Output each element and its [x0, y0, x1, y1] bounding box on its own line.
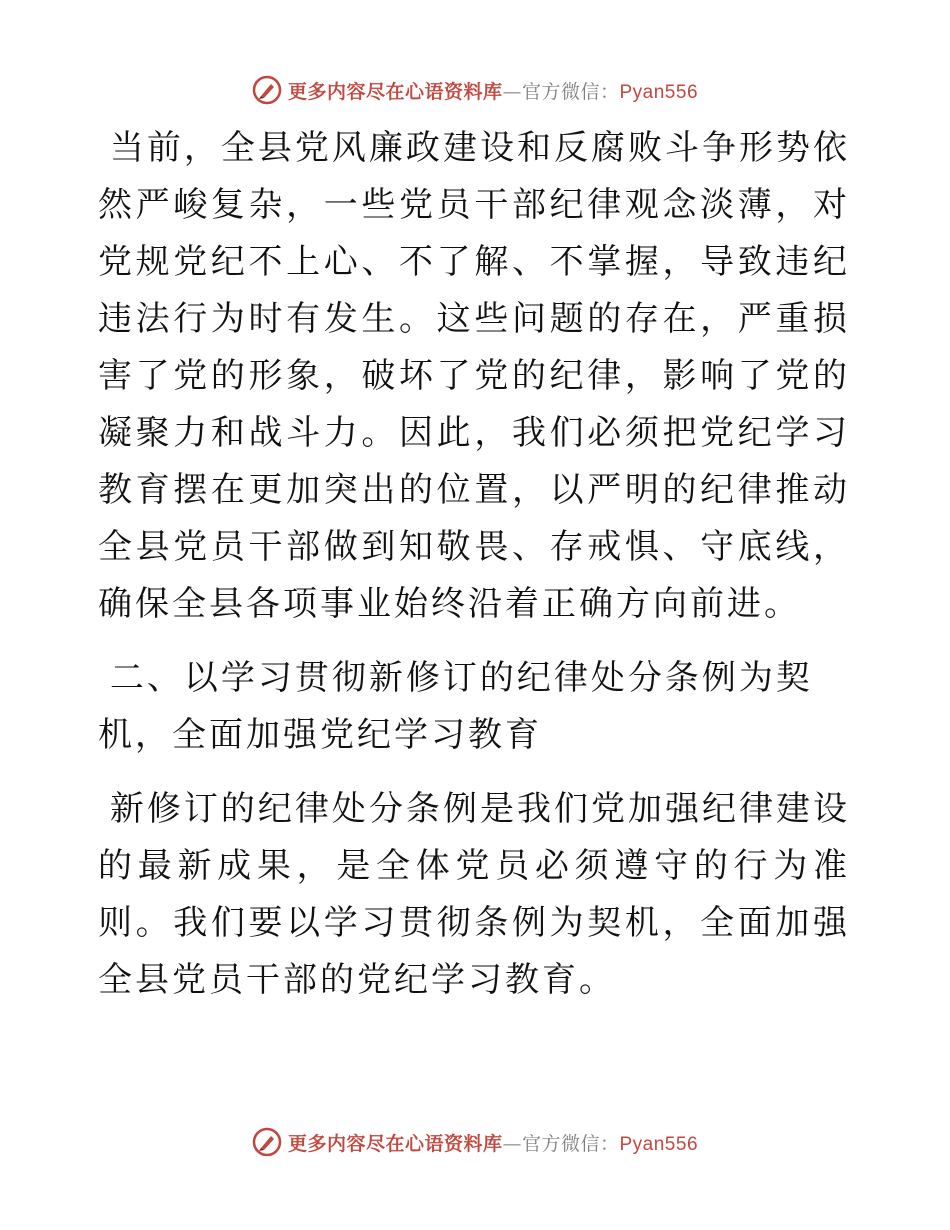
watermark-separator: —	[502, 80, 522, 103]
footer-watermark	[0, 1122, 950, 1162]
watermark-site-text: 更多内容尽在心语资料库	[287, 1132, 503, 1155]
watermark-separator: —	[502, 1132, 522, 1155]
watermark-text	[288, 1129, 698, 1156]
watermark-text	[288, 77, 698, 104]
document-body	[98, 120, 850, 1009]
watermark-label: 官方微信：	[521, 80, 620, 103]
watermark-label: 官方微信：	[521, 1132, 620, 1155]
watermark-account: Pyan556	[619, 1133, 699, 1155]
pen-nib-logo-icon	[252, 75, 282, 105]
body-paragraph: 当前，全县党风廉政建设和反腐败斗争形势依然严峻复杂，一些党员干部纪律观念淡薄，对党规党纪不上心、不了解、不掌握，导致违纪违法行为时有发生。这些问题的存在，严重损害了党的形象，破坏了党的纪律，影响了党的凝聚力和战斗力。因此，我们必须把党纪学习教育摆在更加突出的位置，以严明的纪律推动全县党员干部做到知敬畏、存戒惧、守底线，确保全县各项事业始终沿着正确方向前进。	[98, 128, 850, 624]
body-paragraph: 新修订的纪律处分条例是我们党加强纪律建设的最新成果，是全体党员必须遵守的行为准则。我们要以学习贯彻条例为契机，全面加强全县党员干部的党纪学习教育。	[98, 789, 850, 1000]
header-watermark	[0, 70, 950, 110]
pen-nib-logo-icon	[252, 1127, 282, 1157]
watermark-site-text: 更多内容尽在心语资料库	[287, 80, 503, 103]
section-heading: 二、以学习贯彻新修订的纪律处分条例为契机，全面加强党纪学习教育	[98, 658, 813, 755]
watermark-account: Pyan556	[619, 81, 699, 103]
